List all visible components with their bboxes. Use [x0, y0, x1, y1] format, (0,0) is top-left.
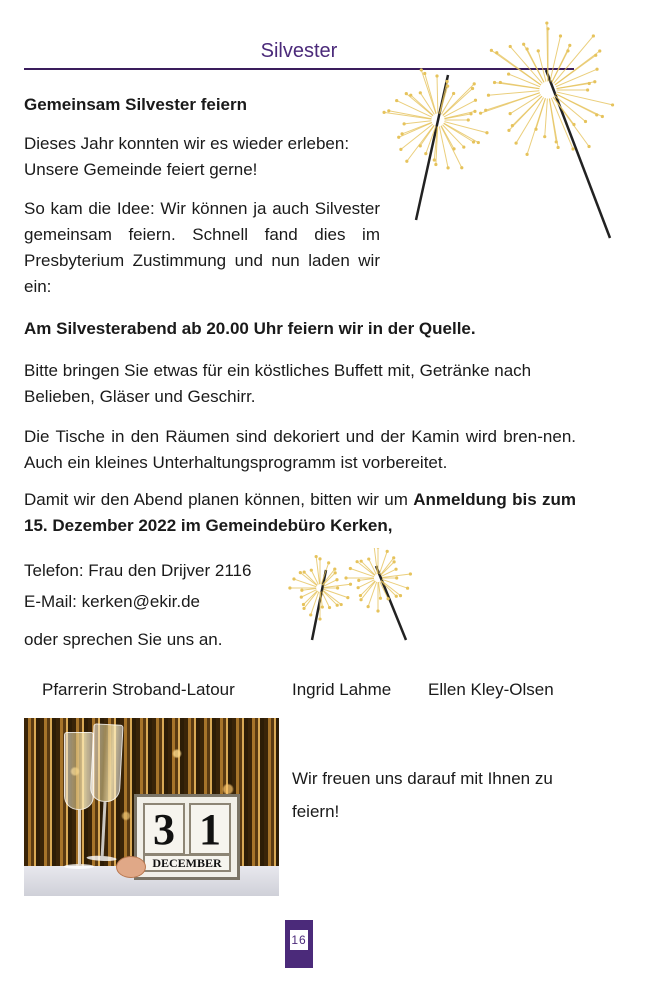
spark-star — [584, 120, 587, 123]
spark-star — [376, 548, 379, 549]
spark-ray — [378, 582, 380, 598]
spark-star — [522, 43, 525, 46]
spark-star — [479, 112, 482, 115]
spark-ray — [389, 111, 432, 119]
spark-star — [344, 576, 347, 579]
spark-star — [393, 560, 396, 563]
spark-ray — [488, 91, 539, 95]
spark-star — [484, 109, 487, 112]
spark-star — [557, 146, 560, 149]
page-number: 16 — [290, 930, 308, 950]
spark-star — [288, 586, 291, 589]
decoration-paragraph: Die Tische in den Räumen sind dekoriert und der Kamin wird bren-nen. Auch ein kleines Unterhaltungsprogramm ist vorbereitet. — [24, 427, 576, 472]
spark-star — [302, 607, 305, 610]
signature-kley-olsen: Ellen Kley-Olsen — [428, 680, 554, 699]
spark-star — [469, 112, 472, 115]
calendar-blocks — [134, 794, 240, 880]
spark-star — [509, 112, 512, 115]
sparkler-stick — [376, 566, 406, 640]
registration-paragraph — [24, 487, 576, 539]
signature-pastor: Pfarrerin Stroband-Latour — [42, 680, 235, 699]
spark-star — [349, 567, 352, 570]
spark-star — [349, 583, 352, 586]
spark-star — [490, 49, 493, 52]
spark-star — [359, 594, 362, 597]
spark-ray — [497, 53, 541, 85]
idea-paragraph: So kam die Idee: Wir können ja auch Silvester gemeinsam feiern. Schnell fand dies im Presbyterium Zustimmung und nun laden wir ein: — [24, 199, 380, 296]
article-heading: Gemeinsam Silvester feiern — [24, 95, 248, 114]
spark-star — [333, 567, 336, 570]
spark-star — [419, 91, 422, 94]
new-years-eve-photo — [24, 718, 279, 896]
spark-ray — [500, 82, 539, 88]
spark-star — [409, 94, 412, 97]
spark-star — [509, 45, 512, 48]
spark-star — [543, 135, 546, 138]
spark-star — [499, 81, 502, 84]
spark-star — [302, 603, 305, 606]
spark-star — [460, 166, 463, 169]
spark-star — [611, 103, 614, 106]
spark-star — [446, 80, 449, 83]
registration-lead: Damit wir den Abend planen können, bitten wir um — [24, 490, 414, 509]
spark-ray — [439, 126, 448, 167]
spark-star — [394, 568, 397, 571]
spark-ray — [443, 89, 473, 116]
calendar-day-digit: 3 — [143, 803, 185, 855]
lucky-pig-figurine — [116, 856, 146, 878]
spark-star — [386, 550, 389, 553]
spark-star — [485, 131, 488, 134]
spark-star — [467, 118, 470, 121]
spark-star — [586, 88, 589, 91]
spark-star — [357, 579, 360, 582]
spark-star — [462, 145, 465, 148]
spark-ray — [554, 36, 594, 83]
spark-star — [300, 596, 303, 599]
spark-ray — [302, 588, 316, 590]
spark-star — [434, 163, 437, 166]
spark-star — [392, 556, 395, 559]
contact-note: oder sprechen Sie uns an. — [24, 630, 223, 649]
spark-star — [420, 68, 423, 71]
spark-star — [472, 140, 475, 143]
sparkler-small-illustration — [278, 548, 428, 648]
spark-star — [473, 82, 476, 85]
buffet-paragraph: Bitte bringen Sie etwas für ein köstliches Buffett mit, Getränke nach Belieben, Gläser und Geschirr. — [24, 361, 532, 406]
spark-star — [367, 605, 370, 608]
spark-star — [471, 87, 474, 90]
spark-star — [340, 603, 343, 606]
spark-star — [435, 74, 438, 77]
spark-star — [346, 596, 349, 599]
spark-star — [525, 153, 528, 156]
spark-star — [424, 152, 427, 155]
spark-star — [382, 111, 385, 114]
spark-star — [400, 132, 403, 135]
calendar-month: DECEMBER — [143, 854, 231, 872]
spark-star — [395, 576, 398, 579]
spark-star — [525, 47, 528, 50]
spark-star — [360, 560, 363, 563]
spark-ray — [549, 99, 556, 142]
spark-ray — [440, 81, 448, 113]
spark-star — [601, 115, 604, 118]
spark-star — [446, 85, 449, 88]
spark-star — [487, 94, 490, 97]
spark-star — [409, 572, 412, 575]
spark-star — [595, 113, 598, 116]
spark-ray — [556, 69, 597, 86]
spark-star — [477, 141, 480, 144]
spark-ray — [437, 76, 438, 113]
contact-email: E-Mail: kerken@ekir.de — [24, 592, 200, 611]
spark-ray — [545, 99, 548, 137]
spark-star — [299, 571, 302, 574]
spark-star — [537, 49, 540, 52]
spark-ray — [551, 98, 573, 149]
event-announcement: Am Silvesterabend ab 20.00 Uhr feiern wir in der Quelle. — [24, 319, 476, 338]
sparkler-illustration — [378, 10, 648, 245]
spark-star — [387, 597, 390, 600]
spark-star — [303, 571, 306, 574]
spark-star — [566, 49, 569, 52]
spark-star — [334, 571, 337, 574]
spark-star — [318, 557, 321, 560]
spark-star — [395, 595, 398, 598]
spark-star — [598, 49, 601, 52]
spark-star — [511, 124, 514, 127]
champagne-glass — [86, 723, 123, 861]
contact-phone: Telefon: Frau den Drijver 2116 — [24, 561, 252, 580]
spark-star — [423, 72, 426, 75]
spark-star — [571, 147, 574, 150]
spark-star — [593, 80, 596, 83]
page-title: Silvester — [260, 40, 338, 62]
spark-star — [592, 34, 595, 37]
spark-star — [315, 555, 318, 558]
spark-star — [546, 27, 549, 30]
spark-ray — [555, 55, 596, 85]
spark-star — [406, 587, 409, 590]
spark-star — [495, 51, 498, 54]
signature-lahme: Ingrid Lahme — [292, 680, 392, 699]
spark-star — [309, 613, 312, 616]
spark-ray — [404, 121, 431, 124]
spark-star — [367, 557, 370, 560]
spark-ray — [527, 98, 545, 154]
spark-star — [328, 606, 331, 609]
intro-paragraph: Dieses Jahr konnten wir es wieder erleben: Unsere Gemeinde feiert gerne! — [24, 134, 350, 179]
spark-ray — [538, 51, 546, 82]
spark-star — [399, 594, 402, 597]
spark-star — [336, 604, 339, 607]
spark-star — [559, 34, 562, 37]
spark-star — [399, 148, 402, 151]
spark-star — [595, 68, 598, 71]
spark-star — [397, 136, 400, 139]
spark-star — [507, 72, 510, 75]
spark-star — [321, 605, 324, 608]
sparkler-stick — [546, 70, 610, 238]
spark-star — [555, 140, 558, 143]
spark-star — [395, 99, 398, 102]
spark-star — [588, 82, 591, 85]
spark-star — [452, 92, 455, 95]
spark-star — [336, 586, 339, 589]
spark-star — [359, 598, 362, 601]
page-number-badge — [285, 920, 313, 968]
spark-star — [292, 577, 295, 580]
spark-star — [300, 589, 303, 592]
spark-star — [493, 81, 496, 84]
spark-star — [587, 145, 590, 148]
spark-star — [335, 578, 338, 581]
spark-ray — [359, 578, 374, 580]
spark-star — [568, 44, 571, 47]
spark-star — [474, 99, 477, 102]
spark-star — [405, 160, 408, 163]
spark-star — [379, 597, 382, 600]
spark-ray — [516, 97, 543, 143]
registration-deadline: Anmeldung bis zum 15. Dezember 2022 im Gemeindebüro Kerken, — [24, 490, 576, 535]
spark-star — [446, 166, 449, 169]
spark-star — [403, 122, 406, 125]
spark-star — [405, 92, 408, 95]
spark-star — [507, 129, 510, 132]
spark-star — [473, 110, 476, 113]
spark-star — [356, 560, 359, 563]
spark-star — [433, 158, 436, 161]
spark-star — [514, 141, 517, 144]
spark-star — [594, 54, 597, 57]
spark-star — [387, 109, 390, 112]
spark-star — [327, 561, 330, 564]
spark-star — [310, 569, 313, 572]
spark-star — [318, 617, 321, 620]
spark-star — [545, 21, 548, 24]
spark-ray — [406, 94, 433, 116]
closing-text: Wir freuen uns darauf mit Ihnen zu feiern! — [292, 769, 553, 821]
spark-star — [357, 586, 360, 589]
spark-star — [376, 609, 379, 612]
calendar-day-digit: 1 — [189, 803, 231, 855]
